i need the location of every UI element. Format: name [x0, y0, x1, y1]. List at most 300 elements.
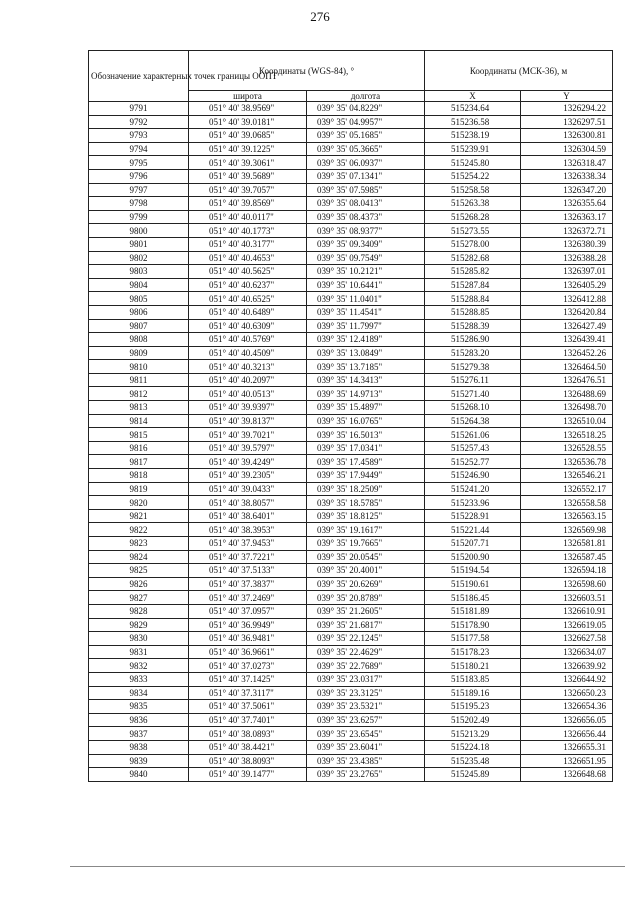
latitude-cell: 051° 40' 39.0181": [189, 115, 307, 129]
x-cell: 515254.22: [425, 169, 521, 183]
table-row: [89, 156, 613, 170]
longitude-cell: 039° 35' 19.1617": [307, 523, 425, 537]
point-id-cell: 9817: [89, 455, 189, 469]
y-cell: 1326363.17: [521, 210, 613, 224]
point-id-cell: 9800: [89, 224, 189, 238]
x-cell: 515286.90: [425, 333, 521, 347]
point-id-cell: 9806: [89, 305, 189, 319]
y-cell: 1326427.49: [521, 319, 613, 333]
longitude-cell: 039° 35' 10.2121": [307, 265, 425, 279]
x-cell: 515233.96: [425, 496, 521, 510]
table-row: [89, 645, 613, 659]
table-body: [89, 102, 613, 782]
latitude-cell: 051° 40' 40.4653": [189, 251, 307, 265]
latitude-cell: 051° 40' 40.0117": [189, 210, 307, 224]
x-cell: 515257.43: [425, 441, 521, 455]
x-cell: 515189.16: [425, 686, 521, 700]
point-id-cell: 9795: [89, 156, 189, 170]
latitude-cell: 051° 40' 40.6525": [189, 292, 307, 306]
longitude-cell: 039° 35' 23.6257": [307, 713, 425, 727]
latitude-cell: 051° 40' 39.8137": [189, 414, 307, 428]
table-row: [89, 604, 613, 618]
latitude-cell: 051° 40' 39.5689": [189, 169, 307, 183]
x-cell: 515202.49: [425, 713, 521, 727]
x-cell: 515276.11: [425, 373, 521, 387]
latitude-cell: 051° 40' 38.0893": [189, 727, 307, 741]
x-cell: 515264.38: [425, 414, 521, 428]
y-cell: 1326464.50: [521, 360, 613, 374]
latitude-cell: 051° 40' 37.0957": [189, 604, 307, 618]
point-id-cell: 9828: [89, 604, 189, 618]
longitude-cell: 039° 35' 05.1685": [307, 129, 425, 143]
longitude-cell: 039° 35' 07.5985": [307, 183, 425, 197]
latitude-cell: 051° 40' 37.9453": [189, 537, 307, 551]
point-id-cell: 9815: [89, 428, 189, 442]
x-cell: 515190.61: [425, 577, 521, 591]
longitude-cell: 039° 35' 20.8789": [307, 591, 425, 605]
latitude-cell: 051° 40' 38.9569": [189, 102, 307, 116]
longitude-cell: 039° 35' 23.2765": [307, 768, 425, 782]
y-cell: 1326439.41: [521, 333, 613, 347]
x-cell: 515221.44: [425, 523, 521, 537]
latitude-cell: 051° 40' 37.7221": [189, 550, 307, 564]
table-row: [89, 142, 613, 156]
latitude-cell: 051° 40' 39.1225": [189, 142, 307, 156]
x-cell: 515245.89: [425, 768, 521, 782]
latitude-cell: 051° 40' 40.6237": [189, 278, 307, 292]
x-cell: 515200.90: [425, 550, 521, 564]
point-id-cell: 9821: [89, 509, 189, 523]
latitude-cell: 051° 40' 37.2469": [189, 591, 307, 605]
x-cell: 515195.23: [425, 700, 521, 714]
y-cell: 1326651.95: [521, 754, 613, 768]
longitude-cell: 039° 35' 16.5013": [307, 428, 425, 442]
point-id-cell: 9796: [89, 169, 189, 183]
longitude-cell: 039° 35' 14.3413": [307, 373, 425, 387]
x-cell: 515285.82: [425, 265, 521, 279]
longitude-cell: 039° 35' 07.1341": [307, 169, 425, 183]
longitude-cell: 039° 35' 23.3125": [307, 686, 425, 700]
x-cell: 515283.20: [425, 346, 521, 360]
latitude-cell: 051° 40' 37.3117": [189, 686, 307, 700]
latitude-cell: 051° 40' 39.1477": [189, 768, 307, 782]
table-row: [89, 224, 613, 238]
longitude-cell: 039° 35' 18.5785": [307, 496, 425, 510]
longitude-cell: 039° 35' 20.6269": [307, 577, 425, 591]
table-row: [89, 401, 613, 415]
point-id-cell: 9811: [89, 373, 189, 387]
point-id-cell: 9807: [89, 319, 189, 333]
page-number: 276: [310, 9, 330, 24]
x-cell: 515252.77: [425, 455, 521, 469]
x-cell: 515268.10: [425, 401, 521, 415]
x-cell: 515241.20: [425, 482, 521, 496]
longitude-cell: 039° 35' 19.7665": [307, 537, 425, 551]
point-id-cell: 9827: [89, 591, 189, 605]
y-cell: 1326594.18: [521, 564, 613, 578]
point-id-cell: 9838: [89, 740, 189, 754]
longitude-cell: 039° 35' 22.7689": [307, 659, 425, 673]
point-id-cell: 9814: [89, 414, 189, 428]
longitude-cell: 039° 35' 17.4589": [307, 455, 425, 469]
point-id-cell: 9812: [89, 387, 189, 401]
longitude-cell: 039° 35' 20.4001": [307, 564, 425, 578]
longitude-cell: 039° 35' 23.5321": [307, 700, 425, 714]
latitude-cell: 051° 40' 40.5769": [189, 333, 307, 347]
latitude-cell: 051° 40' 39.0433": [189, 482, 307, 496]
latitude-cell: 051° 40' 38.3953": [189, 523, 307, 537]
longitude-cell: 039° 35' 21.6817": [307, 618, 425, 632]
latitude-cell: 051° 40' 39.0685": [189, 129, 307, 143]
point-id-cell: 9816: [89, 441, 189, 455]
table-row: [89, 727, 613, 741]
y-cell: 1326452.26: [521, 346, 613, 360]
x-cell: 515258.58: [425, 183, 521, 197]
table-row: [89, 700, 613, 714]
table-row: [89, 441, 613, 455]
y-cell: 1326569.98: [521, 523, 613, 537]
latitude-cell: 051° 40' 39.4249": [189, 455, 307, 469]
latitude-cell: 051° 40' 36.9661": [189, 645, 307, 659]
point-id-cell: 9833: [89, 672, 189, 686]
point-id-cell: 9836: [89, 713, 189, 727]
y-cell: 1326656.44: [521, 727, 613, 741]
point-id-cell: 9803: [89, 265, 189, 279]
point-id-cell: 9808: [89, 333, 189, 347]
y-cell: 1326563.15: [521, 509, 613, 523]
table-row: [89, 632, 613, 646]
x-cell: 515288.84: [425, 292, 521, 306]
latitude-cell: 051° 40' 40.3177": [189, 237, 307, 251]
y-cell: 1326338.34: [521, 169, 613, 183]
y-cell: 1326297.51: [521, 115, 613, 129]
longitude-cell: 039° 35' 20.0545": [307, 550, 425, 564]
x-cell: 515246.90: [425, 469, 521, 483]
table-row: [89, 496, 613, 510]
x-cell: 515239.91: [425, 142, 521, 156]
point-id-cell: 9831: [89, 645, 189, 659]
x-cell: 515183.85: [425, 672, 521, 686]
table-row: [89, 550, 613, 564]
table-row: [89, 183, 613, 197]
latitude-cell: 051° 40' 39.3061": [189, 156, 307, 170]
y-cell: 1326656.05: [521, 713, 613, 727]
y-cell: 1326648.68: [521, 768, 613, 782]
point-id-cell: 9799: [89, 210, 189, 224]
latitude-cell: 051° 40' 37.0273": [189, 659, 307, 673]
y-cell: 1326388.28: [521, 251, 613, 265]
latitude-cell: 051° 40' 40.0513": [189, 387, 307, 401]
x-cell: 515178.23: [425, 645, 521, 659]
x-cell: 515288.85: [425, 305, 521, 319]
header-y: Y: [521, 91, 613, 102]
latitude-cell: 051° 40' 37.3837": [189, 577, 307, 591]
point-id-cell: 9820: [89, 496, 189, 510]
y-cell: 1326619.05: [521, 618, 613, 632]
table-row: [89, 537, 613, 551]
point-id-cell: 9826: [89, 577, 189, 591]
point-id-cell: 9819: [89, 482, 189, 496]
header-designation: Обозначение характерных точек границы ООПТ: [89, 51, 189, 102]
longitude-cell: 039° 35' 09.7549": [307, 251, 425, 265]
x-cell: 515287.84: [425, 278, 521, 292]
x-cell: 515279.38: [425, 360, 521, 374]
y-cell: 1326347.20: [521, 183, 613, 197]
point-id-cell: 9835: [89, 700, 189, 714]
longitude-cell: 039° 35' 11.4541": [307, 305, 425, 319]
longitude-cell: 039° 35' 17.0341": [307, 441, 425, 455]
point-id-cell: 9813: [89, 401, 189, 415]
header-latitude: широта: [189, 91, 307, 102]
longitude-cell: 039° 35' 22.4629": [307, 645, 425, 659]
x-cell: 515181.89: [425, 604, 521, 618]
table-row: [89, 414, 613, 428]
y-cell: 1326627.58: [521, 632, 613, 646]
longitude-cell: 039° 35' 08.9377": [307, 224, 425, 238]
point-id-cell: 9818: [89, 469, 189, 483]
y-cell: 1326655.31: [521, 740, 613, 754]
point-id-cell: 9801: [89, 237, 189, 251]
y-cell: 1326355.64: [521, 197, 613, 211]
table-row: [89, 686, 613, 700]
point-id-cell: 9798: [89, 197, 189, 211]
table-row: [89, 659, 613, 673]
y-cell: 1326644.92: [521, 672, 613, 686]
point-id-cell: 9802: [89, 251, 189, 265]
y-cell: 1326510.04: [521, 414, 613, 428]
longitude-cell: 039° 35' 05.3665": [307, 142, 425, 156]
table-row: [89, 672, 613, 686]
table-row: [89, 740, 613, 754]
longitude-cell: 039° 35' 18.8125": [307, 509, 425, 523]
table-row: [89, 129, 613, 143]
table-row: [89, 319, 613, 333]
longitude-cell: 039° 35' 11.7997": [307, 319, 425, 333]
point-id-cell: 9797: [89, 183, 189, 197]
latitude-cell: 051° 40' 37.1425": [189, 672, 307, 686]
table-row: [89, 333, 613, 347]
longitude-cell: 039° 35' 23.0317": [307, 672, 425, 686]
header-wgs-group: Координаты (WGS-84), °: [189, 51, 425, 91]
longitude-cell: 039° 35' 21.2605": [307, 604, 425, 618]
y-cell: 1326654.36: [521, 700, 613, 714]
longitude-cell: 039° 35' 14.9713": [307, 387, 425, 401]
longitude-cell: 039° 35' 17.9449": [307, 469, 425, 483]
table-row: [89, 237, 613, 251]
header-longitude: долгота: [307, 91, 425, 102]
x-cell: 515224.18: [425, 740, 521, 754]
table-row: [89, 251, 613, 265]
point-id-cell: 9829: [89, 618, 189, 632]
coordinates-table: [88, 50, 613, 782]
x-cell: 515186.45: [425, 591, 521, 605]
point-id-cell: 9804: [89, 278, 189, 292]
longitude-cell: 039° 35' 22.1245": [307, 632, 425, 646]
latitude-cell: 051° 40' 40.5625": [189, 265, 307, 279]
y-cell: 1326498.70: [521, 401, 613, 415]
table-row: [89, 265, 613, 279]
x-cell: 515177.58: [425, 632, 521, 646]
table-row: [89, 577, 613, 591]
y-cell: 1326581.81: [521, 537, 613, 551]
latitude-cell: 051° 40' 39.7057": [189, 183, 307, 197]
longitude-cell: 039° 35' 18.2509": [307, 482, 425, 496]
longitude-cell: 039° 35' 10.6441": [307, 278, 425, 292]
y-cell: 1326304.59: [521, 142, 613, 156]
x-cell: 515180.21: [425, 659, 521, 673]
y-cell: 1326536.78: [521, 455, 613, 469]
y-cell: 1326558.58: [521, 496, 613, 510]
table-row: [89, 305, 613, 319]
table-row: [89, 169, 613, 183]
table-row: [89, 373, 613, 387]
table-row: [89, 210, 613, 224]
y-cell: 1326420.84: [521, 305, 613, 319]
x-cell: 515263.38: [425, 197, 521, 211]
longitude-cell: 039° 35' 09.3409": [307, 237, 425, 251]
y-cell: 1326488.69: [521, 387, 613, 401]
longitude-cell: 039° 35' 16.0765": [307, 414, 425, 428]
table-row: [89, 346, 613, 360]
point-id-cell: 9825: [89, 564, 189, 578]
point-id-cell: 9809: [89, 346, 189, 360]
point-id-cell: 9823: [89, 537, 189, 551]
point-id-cell: 9824: [89, 550, 189, 564]
latitude-cell: 051° 40' 37.5061": [189, 700, 307, 714]
longitude-cell: 039° 35' 04.9957": [307, 115, 425, 129]
table-row: [89, 482, 613, 496]
x-cell: 515207.71: [425, 537, 521, 551]
table-row: [89, 455, 613, 469]
longitude-cell: 039° 35' 23.6041": [307, 740, 425, 754]
table-row: [89, 618, 613, 632]
x-cell: 515238.19: [425, 129, 521, 143]
point-id-cell: 9791: [89, 102, 189, 116]
latitude-cell: 051° 40' 36.9481": [189, 632, 307, 646]
x-cell: 515235.48: [425, 754, 521, 768]
latitude-cell: 051° 40' 39.9397": [189, 401, 307, 415]
point-id-cell: 9793: [89, 129, 189, 143]
longitude-cell: 039° 35' 08.4373": [307, 210, 425, 224]
point-id-cell: 9830: [89, 632, 189, 646]
table-row: [89, 523, 613, 537]
latitude-cell: 051° 40' 40.6309": [189, 319, 307, 333]
y-cell: 1326634.07: [521, 645, 613, 659]
latitude-cell: 051° 40' 40.2097": [189, 373, 307, 387]
x-cell: 515234.64: [425, 102, 521, 116]
y-cell: 1326610.91: [521, 604, 613, 618]
point-id-cell: 9810: [89, 360, 189, 374]
y-cell: 1326476.51: [521, 373, 613, 387]
longitude-cell: 039° 35' 23.4385": [307, 754, 425, 768]
longitude-cell: 039° 35' 23.6545": [307, 727, 425, 741]
y-cell: 1326603.51: [521, 591, 613, 605]
y-cell: 1326412.88: [521, 292, 613, 306]
longitude-cell: 039° 35' 13.0849": [307, 346, 425, 360]
point-id-cell: 9822: [89, 523, 189, 537]
y-cell: 1326518.25: [521, 428, 613, 442]
latitude-cell: 051° 40' 38.8057": [189, 496, 307, 510]
y-cell: 1326380.39: [521, 237, 613, 251]
table-row: [89, 509, 613, 523]
y-cell: 1326598.60: [521, 577, 613, 591]
longitude-cell: 039° 35' 06.0937": [307, 156, 425, 170]
x-cell: 515268.28: [425, 210, 521, 224]
header-x: X: [425, 91, 521, 102]
x-cell: 515245.80: [425, 156, 521, 170]
longitude-cell: 039° 35' 11.0401": [307, 292, 425, 306]
point-id-cell: 9794: [89, 142, 189, 156]
table-row: [89, 387, 613, 401]
footer-divider: [70, 866, 625, 867]
latitude-cell: 051° 40' 39.2305": [189, 469, 307, 483]
x-cell: 515236.58: [425, 115, 521, 129]
longitude-cell: 039° 35' 12.4189": [307, 333, 425, 347]
x-cell: 515271.40: [425, 387, 521, 401]
y-cell: 1326397.01: [521, 265, 613, 279]
point-id-cell: 9792: [89, 115, 189, 129]
point-id-cell: 9837: [89, 727, 189, 741]
y-cell: 1326372.71: [521, 224, 613, 238]
latitude-cell: 051° 40' 40.1773": [189, 224, 307, 238]
header-msk-group: Координаты (МСК-36), м: [425, 51, 613, 91]
y-cell: 1326294.22: [521, 102, 613, 116]
table-row: [89, 754, 613, 768]
longitude-cell: 039° 35' 04.8229": [307, 102, 425, 116]
point-id-cell: 9839: [89, 754, 189, 768]
x-cell: 515282.68: [425, 251, 521, 265]
latitude-cell: 051° 40' 39.8569": [189, 197, 307, 211]
table-row: [89, 360, 613, 374]
point-id-cell: 9805: [89, 292, 189, 306]
latitude-cell: 051° 40' 38.4421": [189, 740, 307, 754]
latitude-cell: 051° 40' 40.6489": [189, 305, 307, 319]
x-cell: 515261.06: [425, 428, 521, 442]
longitude-cell: 039° 35' 13.7185": [307, 360, 425, 374]
y-cell: 1326587.45: [521, 550, 613, 564]
table-row: [89, 713, 613, 727]
table-row: [89, 197, 613, 211]
y-cell: 1326300.81: [521, 129, 613, 143]
latitude-cell: 051° 40' 38.6401": [189, 509, 307, 523]
table-row: [89, 564, 613, 578]
point-id-cell: 9834: [89, 686, 189, 700]
table-row: [89, 278, 613, 292]
point-id-cell: 9832: [89, 659, 189, 673]
y-cell: 1326546.21: [521, 469, 613, 483]
x-cell: 515194.54: [425, 564, 521, 578]
x-cell: 515213.29: [425, 727, 521, 741]
y-cell: 1326528.55: [521, 441, 613, 455]
latitude-cell: 051° 40' 37.7401": [189, 713, 307, 727]
table-row: [89, 115, 613, 129]
longitude-cell: 039° 35' 08.0413": [307, 197, 425, 211]
latitude-cell: 051° 40' 37.5133": [189, 564, 307, 578]
y-cell: 1326639.92: [521, 659, 613, 673]
table-row: [89, 428, 613, 442]
latitude-cell: 051° 40' 39.5797": [189, 441, 307, 455]
table-row: [89, 292, 613, 306]
y-cell: 1326650.23: [521, 686, 613, 700]
x-cell: 515288.39: [425, 319, 521, 333]
y-cell: 1326552.17: [521, 482, 613, 496]
table-row: [89, 591, 613, 605]
table-header-row: [89, 51, 613, 91]
table-row: [89, 102, 613, 116]
longitude-cell: 039° 35' 15.4897": [307, 401, 425, 415]
latitude-cell: 051° 40' 40.3213": [189, 360, 307, 374]
point-id-cell: 9840: [89, 768, 189, 782]
